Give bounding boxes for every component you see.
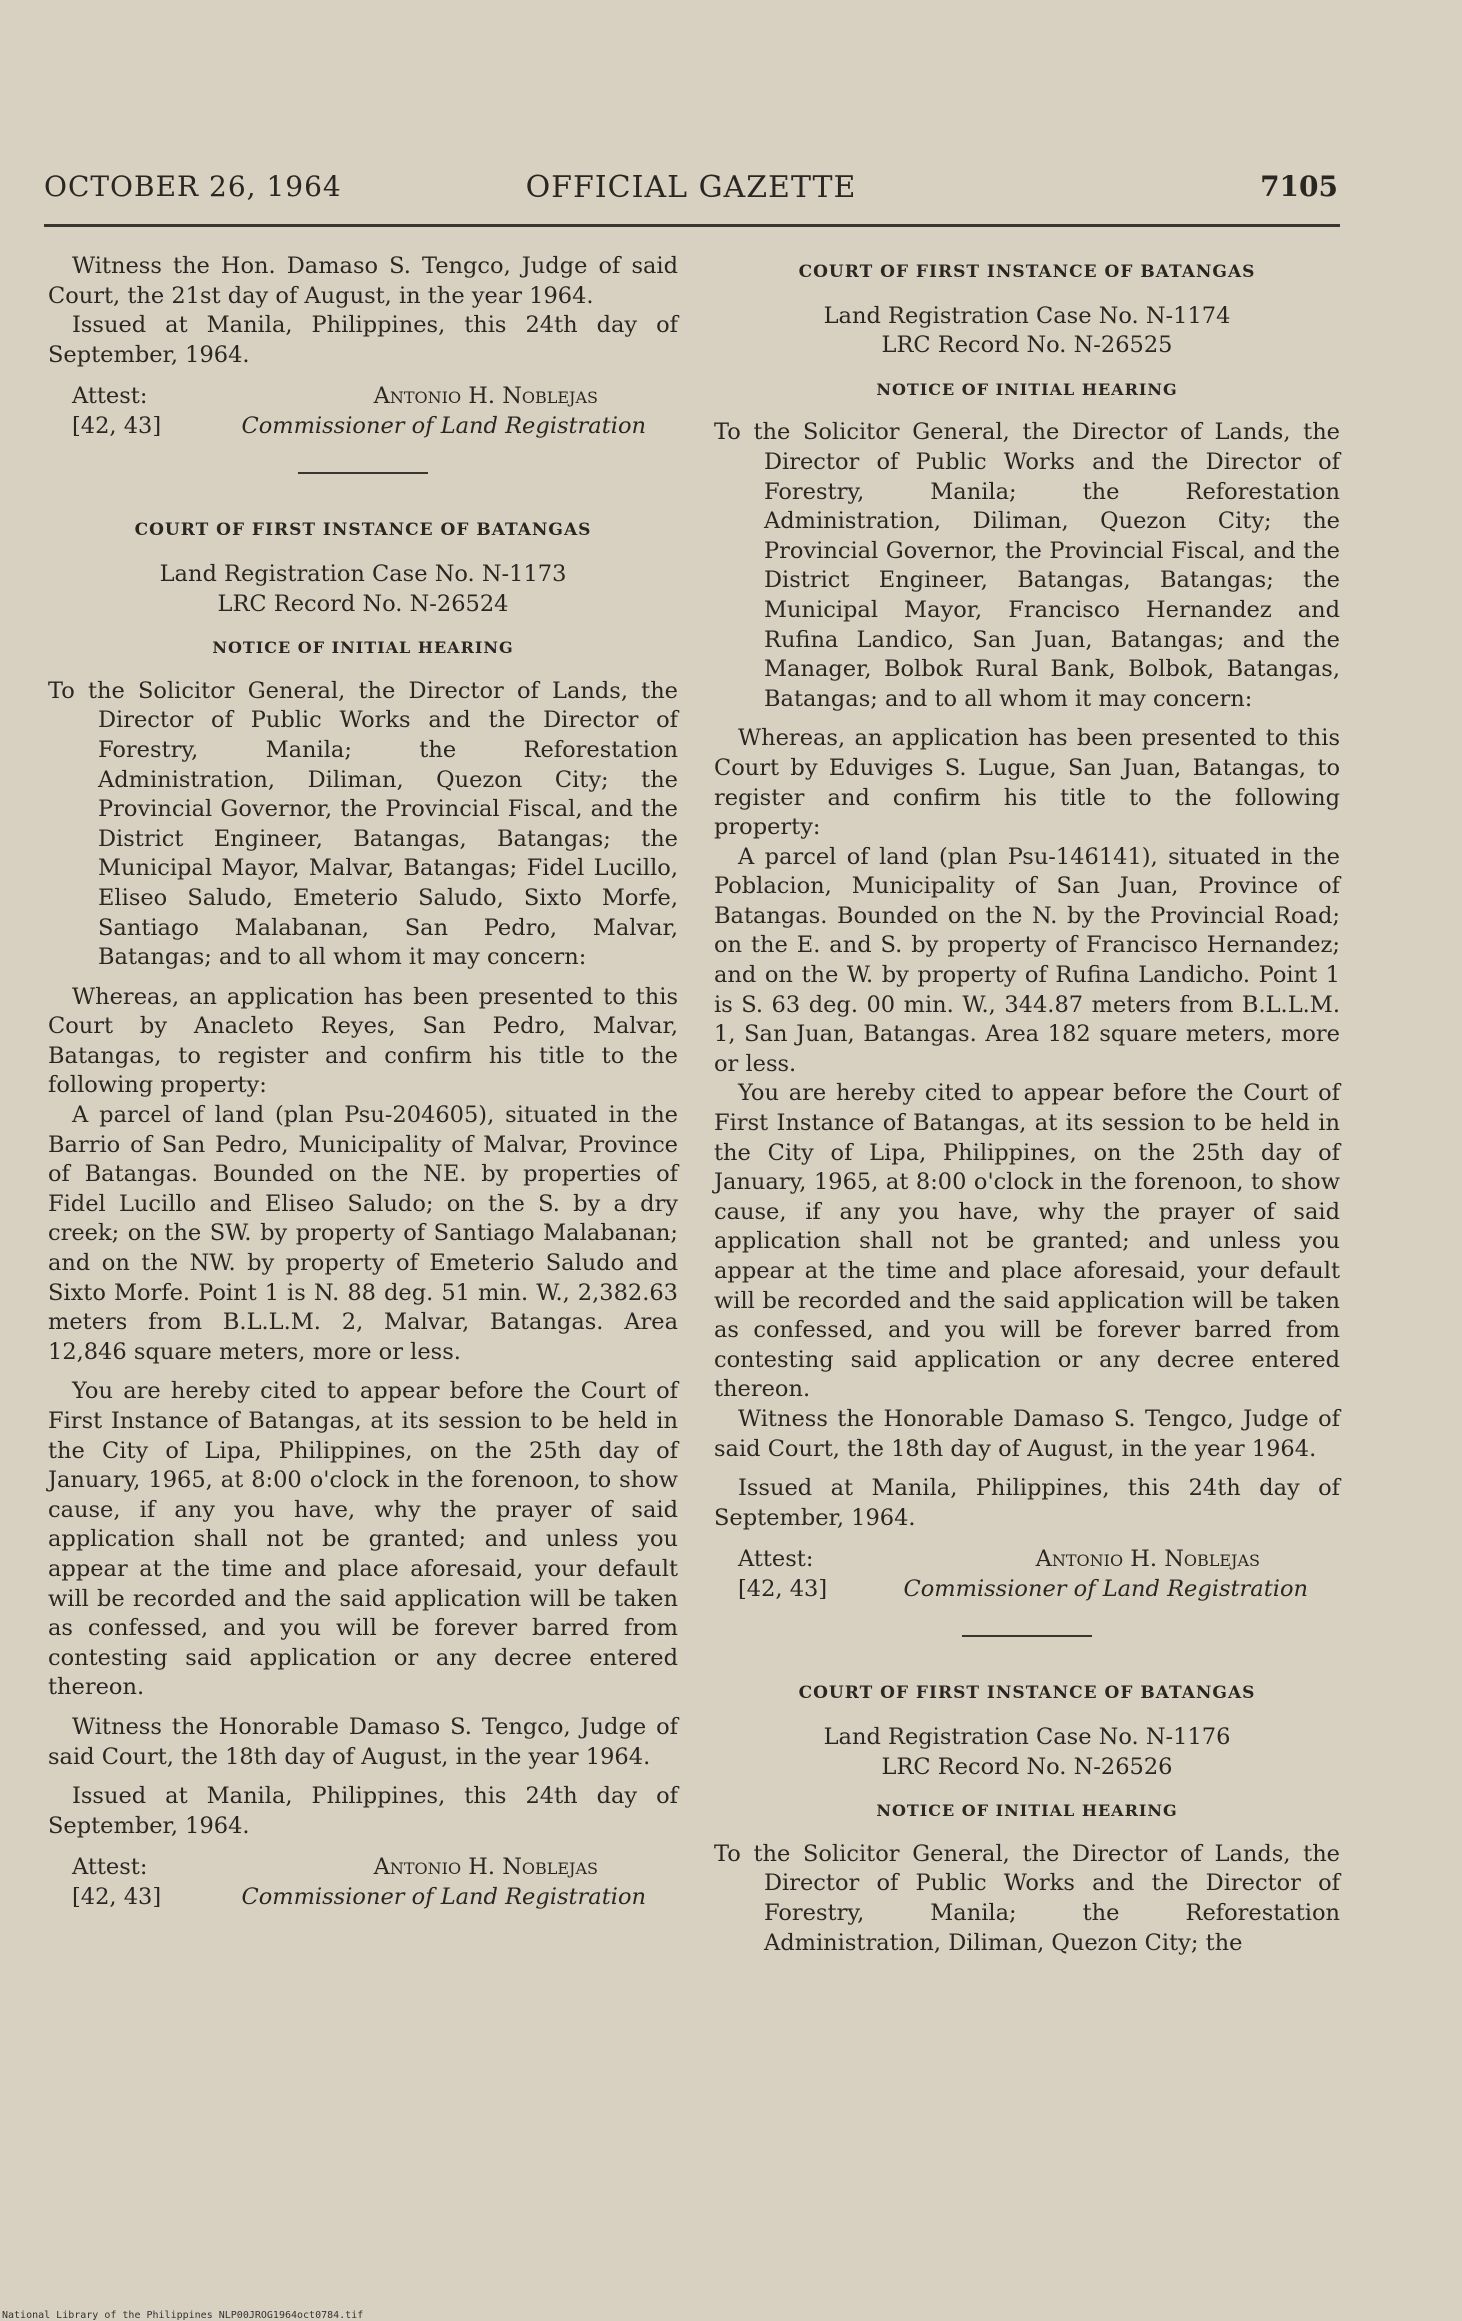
parcel-paragraph: A parcel of land (plan Psu-146141), situated in the Poblacion, Municipality of San Juan, Province of Batangas. Bounded on the N. by the Provincial Road; on the E. and S. by property of Francisco Hernandez; and on the W. by property of Rufina Landicho. Point 1 is S. 63 deg. 00 min. W., 344.87 meters from B.L.L.M. 1, San Juan, Batangas. Area 182 square meters, more or less.: [714, 843, 1340, 1077]
attest-name: Antonio H. Noblejas: [373, 383, 598, 410]
notice-heading: NOTICE OF INITIAL HEARING: [212, 638, 514, 658]
issued-paragraph: Issued at Manila, Philippines, this 24th day of September, 1964.: [48, 1783, 678, 1839]
witness-paragraph: Witness the Honorable Damaso S. Tengco, Judge of said Court, the 18th day of August, in the year 1964.: [714, 1405, 1340, 1462]
court-heading: COURT OF FIRST INSTANCE OF BATANGAS: [798, 1683, 1256, 1704]
attest-label: Attest:: [72, 383, 148, 410]
attest-title: Commissioner of Land Registration: [903, 1576, 1308, 1603]
cited-paragraph: You are hereby cited to appear before the Court of First Instance of Batangas, at its session to be held in the City of Lipa, Philippines, on the 25th day of January, 1965, at 8:00 o'clock in the forenoon, to show cause, if any you have, why the prayer of said application shall not be granted; and unless you appear at the time and place aforesaid, your default will be recorded and the said application will be taken as confessed, and you will be forever barred from contesting said application or any decree entered thereon.: [714, 1080, 1340, 1403]
addressee-paragraph: To the Solicitor General, the Director of Lands, the Director of Public Works and the Director of Forestry, Manila; the Reforestation Administration, Diliman, Quezon City; the: [714, 1840, 1340, 1956]
attest-block: [714, 1545, 1340, 1609]
court-heading: COURT OF FIRST INSTANCE OF BATANGAS: [798, 262, 1256, 282]
attest-name: Antonio H. Noblejas: [373, 1854, 598, 1881]
attest-ref: [42, 43]: [72, 413, 162, 440]
whereas-paragraph: Whereas, an application has been presented to this Court by Anacleto Reyes, San Pedro, Malvar, Batangas, to register and confirm his title to the following property:: [48, 983, 678, 1099]
header-title: OFFICIAL GAZETTE: [525, 170, 857, 205]
attest-label: Attest:: [738, 1546, 814, 1573]
page-header: [44, 170, 1338, 216]
attest-block: [48, 382, 678, 446]
notice-heading: NOTICE OF INITIAL HEARING: [876, 379, 1178, 399]
issued-paragraph: Issued at Manila, Philippines, this 24th day of September, 1964.: [714, 1475, 1340, 1531]
attest-name: Antonio H. Noblejas: [1035, 1546, 1260, 1573]
attest-ref: [42, 43]: [738, 1576, 828, 1603]
case-number: Land Registration Case No. N-1174: [823, 302, 1231, 329]
whereas-paragraph: Whereas, an application has been presented to this Court by Eduviges S. Lugue, San Juan, Batangas, to register and confirm his title to the following property:: [714, 725, 1340, 841]
addressee-paragraph: To the Solicitor General, the Director of Lands, the Director of Public Works and the Director of Forestry, Manila; the Reforestation Administration, Diliman, Quezon City; the Provincial Governor, the Provincial Fiscal, and the District Engineer, Batangas, Batangas; the Municipal Mayor, Francisco Hernandez and Rufina Landico, San Juan, Batangas; and the Manager, Bolbok Rural Bank, Bolbok, Batangas, Batangas; and to all whom it may concern:: [714, 419, 1340, 712]
addressee-paragraph: To the Solicitor General, the Director of Lands, the Director of Public Works and the Director of Forestry, Manila; the Reforestation Administration, Diliman, Quezon City; the Provincial Governor, the Provincial Fiscal, and the District Engineer, Batangas, Batangas; the Municipal Mayor, Malvar, Batangas; Fidel Lucillo, Eliseo Saludo, Emeterio Saludo, Sixto Morfe, Santiago Malabanan, San Pedro, Malvar, Batangas; and to all whom it may concern:: [48, 677, 678, 971]
attest-ref: [42, 43]: [72, 1884, 162, 1911]
attest-label: Attest:: [72, 1854, 148, 1881]
witness-paragraph: Witness the Hon. Damaso S. Tengco, Judge of said Court, the 21st day of August, in the year 1964.: [48, 253, 678, 309]
case-number: Land Registration Case No. N-1173: [159, 560, 567, 587]
scan-footer: National Library of the Philippines NLP00JROG1964oct0784.tif: [2, 2310, 364, 2321]
record-number: LRC Record No. N-26524: [217, 590, 509, 617]
header-date: OCTOBER 26, 1964: [44, 170, 342, 203]
section-divider: [962, 1635, 1092, 1637]
parcel-paragraph: A parcel of land (plan Psu-204605), situated in the Barrio of San Pedro, Municipality of Malvar, Province of Batangas. Bounded on the NE. by properties of Fidel Lucillo and Eliseo Saludo; on the S. by a dry creek; on the SW. by property of Santiago Malabanan; and on the NW. by property of Emeterio Saludo and Sixto Morfe. Point 1 is N. 88 deg. 51 min. W., 2,382.63 meters from B.L.L.M. 2, Malvar, Batangas. Area 12,846 square meters, more or less.: [48, 1102, 678, 1365]
attest-title: Commissioner of Land Registration: [241, 1884, 646, 1911]
attest-title: Commissioner of Land Registration: [241, 413, 646, 440]
attest-block: [48, 1853, 678, 1917]
right-column: [714, 252, 1340, 1958]
court-heading: COURT OF FIRST INSTANCE OF BATANGAS: [134, 520, 592, 541]
header-rule: [44, 224, 1340, 227]
header-page-number: 7105: [1260, 170, 1338, 203]
cited-paragraph: You are hereby cited to appear before the Court of First Instance of Batangas, at its session to be held in the City of Lipa, Philippines, on the 25th day of January, 1965, at 8:00 o'clock in the forenoon, to show cause, if any you have, why the prayer of said application shall not be granted; and unless you appear at the time and place aforesaid, your default will be recorded and the said application will be taken as confessed, and you will be forever barred from contesting said application or any decree entered thereon.: [48, 1378, 678, 1701]
record-number: LRC Record No. N-26526: [881, 1753, 1173, 1780]
left-column: [48, 252, 678, 1917]
record-number: LRC Record No. N-26525: [881, 332, 1173, 359]
notice-heading: NOTICE OF INITIAL HEARING: [876, 1801, 1178, 1821]
section-divider: [298, 472, 428, 474]
issued-paragraph: Issued at Manila, Philippines, this 24th day of September, 1964.: [48, 312, 678, 368]
witness-paragraph: Witness the Honorable Damaso S. Tengco, Judge of said Court, the 18th day of August, in the year 1964.: [48, 1713, 678, 1770]
case-number: Land Registration Case No. N-1176: [823, 1723, 1231, 1750]
